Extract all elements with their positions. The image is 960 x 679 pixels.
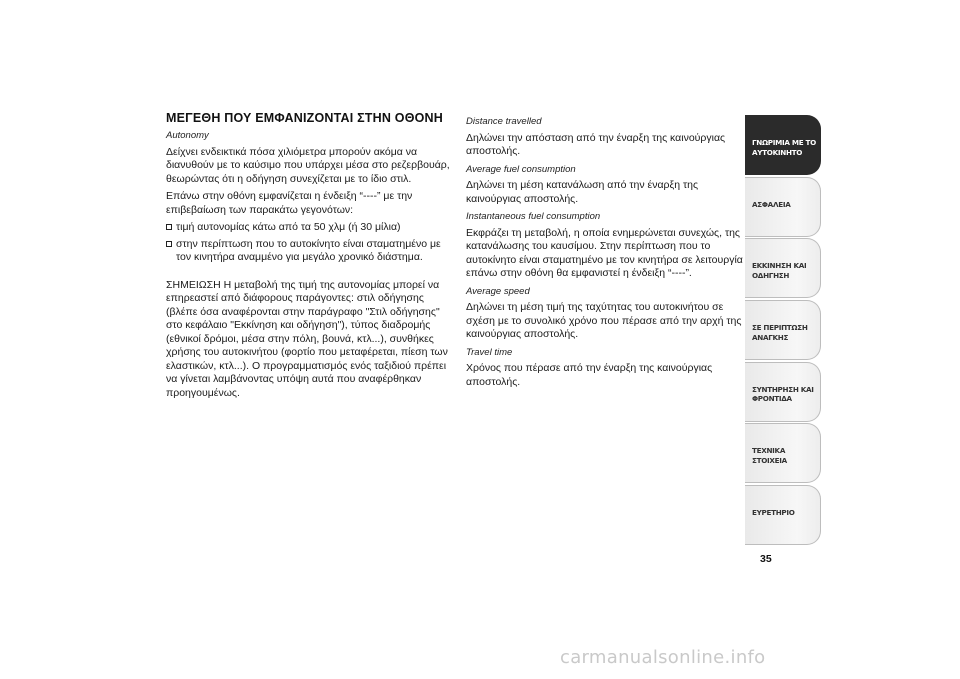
tab-safety[interactable]: ΑΣΦΑΛΕΙΑ: [745, 177, 821, 237]
left-column: [166, 112, 452, 404]
tab-emergency[interactable]: ΣΕ ΠΕΡΙΠΤΩΣΗ ΑΝΑΓΚΗΣ: [745, 300, 821, 360]
tab-getting-to-know[interactable]: ΓΝΩΡΙΜΙΑ ΜΕ ΤΟ ΑΥΤΟΚΙΝΗΤΟ: [745, 115, 821, 175]
page-number: 35: [760, 553, 772, 565]
travel-time-label: Travel time: [466, 346, 513, 358]
watermark: carmanualsonline.info: [560, 647, 766, 668]
tab-technical-data[interactable]: ΤΕΧΝΙΚΑ ΣΤΟΙΧΕΙΑ: [745, 423, 821, 483]
tab-maintenance[interactable]: ΣΥΝΤΗΡΗΣΗ ΚΑΙ ΦΡΟΝΤΙΔΑ: [745, 362, 821, 422]
bullet-item: [166, 238, 452, 265]
display-text: Επάνω στην οθόνη εμφανίζεται η ένδειξη “----” με την επιβεβαίωση των παρακάτω γεγονότων:: [166, 190, 413, 216]
average-speed-label: Average speed: [466, 285, 530, 297]
note-text: ΣΗΜΕΙΩΣΗ Η μεταβολή της τιμή της αυτονομίας μπορεί να επηρεαστεί από διάφορους παράγοντες: στιλ οδήγησης (βλέπε όσα αναφέρονται στην παράγραφο "Στιλ οδήγησης" στο κεφάλαιο "Εκκίνηση και οδήγηση"), τύπος διαδρομής (εθνικοί δρόμοι, μέσα στην πόλη, βουνά, κτλ...), συνθήκες χρήσης του αυτοκινήτου (φορτίο που μεταφέρεται, πίεση των ελαστικών, κτλ...). Ο προγραμματισμός ενός ταξιδιού πρέπει να γίνεται λαμβάνοντας υπόψη αυτά που αναφέρθηκαν προηγουμένως.: [166, 278, 448, 399]
tab-starting-driving[interactable]: ΕΚΚΙΝΗΣΗ ΚΑΙ ΟΔΗΓΗΣΗ: [745, 238, 821, 298]
right-column: [466, 115, 744, 393]
travel-time-text: Χρόνος που πέρασε από την έναρξη της καινούργιας αποστολής.: [466, 362, 713, 388]
instant-fuel-label: Instantaneous fuel consumption: [466, 211, 601, 222]
chapter-tabs: [745, 115, 821, 547]
average-speed-text: Δηλώνει τη μέση τιμή της ταχύτητας του αυτοκινήτου σε σχέση με το συνολικό χρόνο που πέρασε από την αρχή της καινούργιας αποστολής.: [466, 301, 742, 340]
bullet-text: τιμή αυτονομίας κάτω από τα 50 χλμ (ή 30 μίλια): [176, 221, 401, 233]
autonomy-label: Autonomy: [166, 130, 209, 141]
average-fuel-text: Δηλώνει τη μέση κατανάλωση από την έναρξη της καινούργιας αποστολής.: [466, 179, 699, 205]
checkbox-square-icon: [166, 241, 172, 247]
bullet-item: [166, 221, 452, 235]
bullet-text: στην περίπτωση που το αυτοκίνητο είναι σταματημένο με τον κινητήρα αναμμένο για μεγάλο χρονικό διάστημα.: [176, 237, 441, 263]
distance-travelled-text: Δηλώνει την απόσταση από την έναρξη της καινούργιας αποστολής.: [466, 131, 726, 157]
autonomy-text: Δείχνει ενδεικτικά πόσα χιλιόμετρα μπορούν ακόμα να διανυθούν με το καύσιμο που υπάρχει μέσα στο ρεζερβουάρ, θεωρώντας ότι η οδήγηση συνεχίζεται με το ίδιο στιλ.: [166, 145, 450, 185]
section-heading: ΜΕΓΕΘΗ ΠΟΥ ΕΜΦΑΝΙΖΟΝΤΑΙ ΣΤΗΝ ΟΘΟΝΗ: [166, 111, 443, 125]
average-fuel-label: Average fuel consumption: [466, 163, 576, 175]
distance-travelled-label: Distance travelled: [466, 116, 542, 127]
tab-index[interactable]: ΕΥΡΕΤΗΡΙΟ: [745, 485, 821, 545]
checkbox-square-icon: [166, 224, 172, 230]
instant-fuel-text: Εκφράζει τη μεταβολή, η οποία ενημερώνεται συνεχώς, της κατανάλωσης του καυσίμου. Στην περίπτωση που το αυτοκίνητο είναι σταματημένο με τον κινητήρα σε λειτουργία επάνω στην οθόνη θα εμφανιστεί η ένδειξη “----”.: [466, 226, 743, 279]
